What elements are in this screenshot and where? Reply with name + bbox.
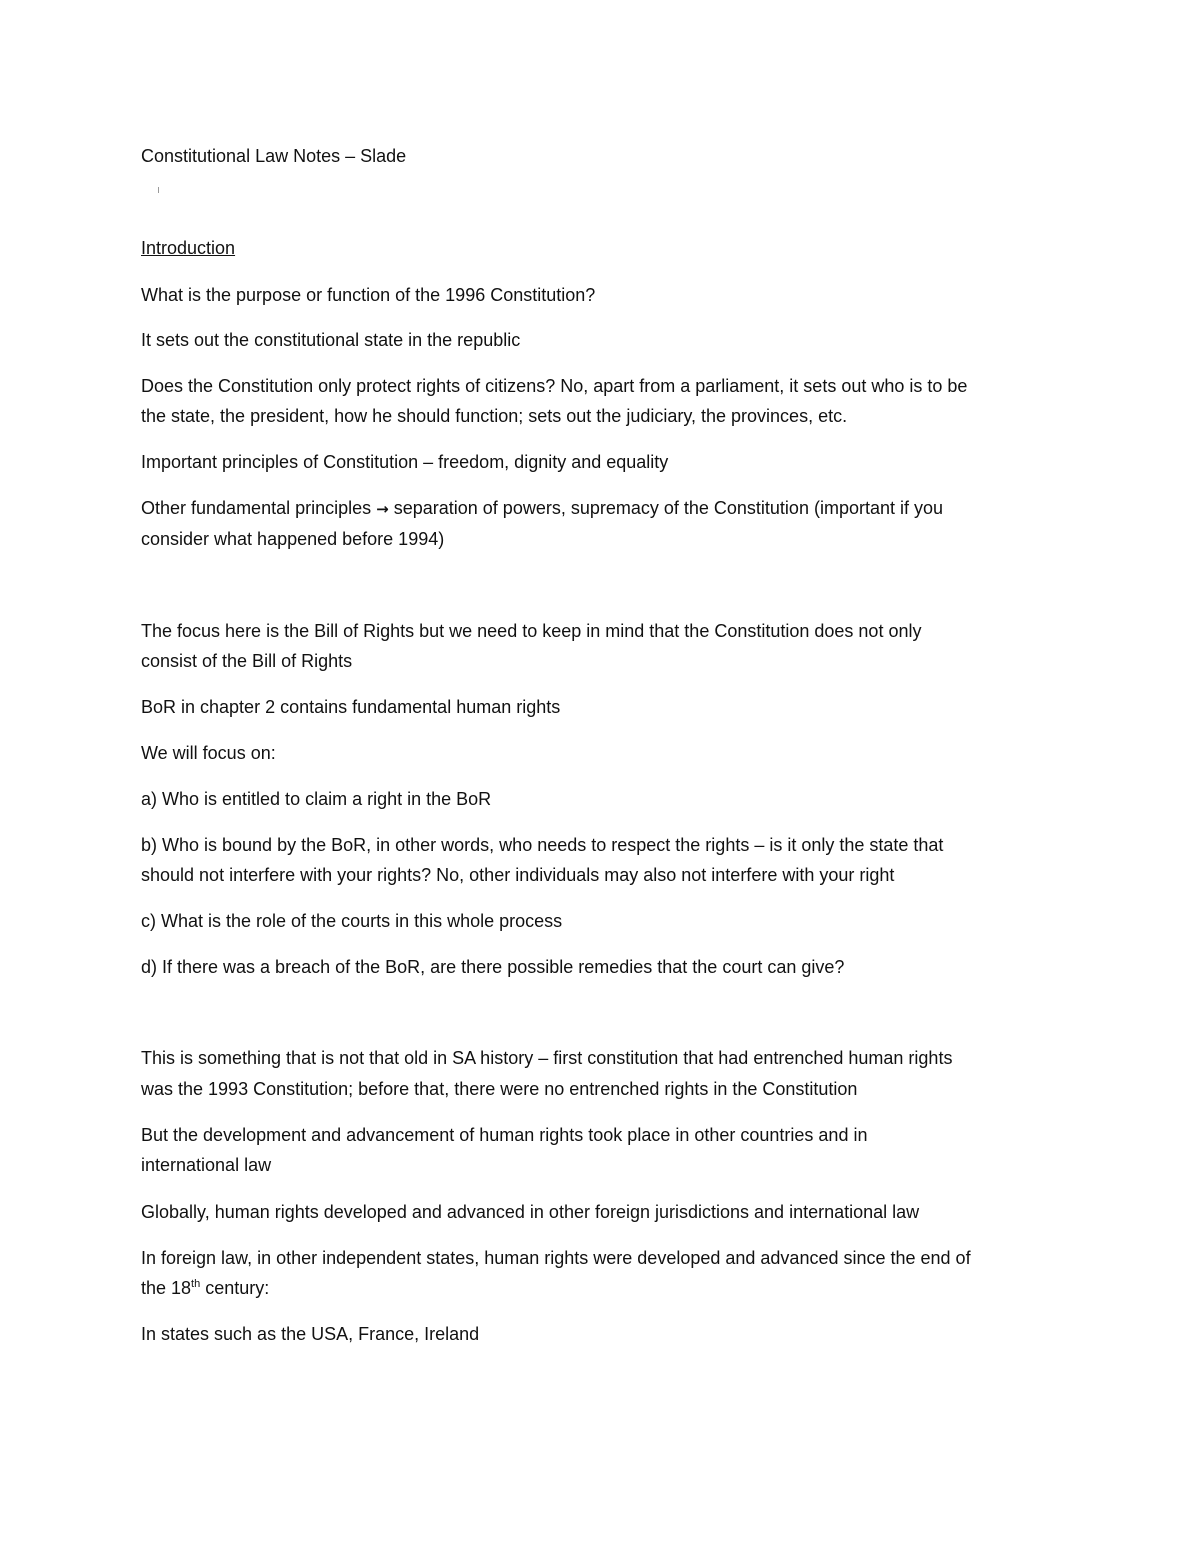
paragraph-line: The focus here is the Bill of Rights but we need to keep in mind that the Constitution does not only	[141, 621, 922, 641]
paragraph-line	[141, 497, 943, 520]
list-item: a) Who is entitled to claim a right in the BoR	[141, 789, 492, 809]
paragraph-segment: the 18	[141, 1278, 192, 1298]
paragraph-segment: Other fundamental principles	[141, 498, 372, 518]
paragraph-line: international law	[141, 1155, 272, 1175]
paragraph: What is the purpose or function of the 1996 Constitution?	[141, 285, 596, 305]
paragraph-line: the state, the president, how he should function; sets out the judiciary, the provinces, etc.	[141, 406, 848, 426]
paragraph-line: consider what happened before 1994)	[141, 529, 445, 549]
list-item-line: b) Who is bound by the BoR, in other words, who needs to respect the rights – is it only the state that	[141, 835, 944, 855]
list-item: c) What is the role of the courts in this whole process	[141, 911, 563, 931]
cursor-mark	[158, 187, 159, 193]
paragraph-line: Does the Constitution only protect rights of citizens? No, apart from a parliament, it sets out who is to be	[141, 376, 968, 396]
paragraph-line: consist of the Bill of Rights	[141, 651, 353, 671]
paragraph-segment: century:	[200, 1278, 270, 1298]
paragraph-line: was the 1993 Constitution; before that, there were no entrenched rights in the Constitution	[141, 1079, 858, 1099]
paragraph: Important principles of Constitution – freedom, dignity and equality	[141, 452, 669, 472]
paragraph: We will focus on:	[141, 743, 276, 763]
paragraph: BoR in chapter 2 contains fundamental human rights	[141, 697, 561, 717]
paragraph: In states such as the USA, France, Ireland	[141, 1324, 480, 1344]
paragraph: It sets out the constitutional state in the republic	[141, 330, 521, 350]
list-item: d) If there was a breach of the BoR, are there possible remedies that the court can give?	[141, 957, 845, 977]
paragraph-line: But the development and advancement of human rights took place in other countries and in	[141, 1125, 868, 1145]
paragraph-line: In foreign law, in other independent states, human rights were developed and advanced since the end of	[141, 1248, 971, 1268]
paragraph-line	[141, 1277, 269, 1299]
document-title: Constitutional Law Notes – Slade	[141, 146, 407, 166]
paragraph-line: This is something that is not that old in SA history – first constitution that had entrenched human rights	[141, 1048, 953, 1068]
list-item-line: should not interfere with your rights? No, other individuals may also not interfere with your right	[141, 865, 895, 885]
paragraph-segment: separation of powers, supremacy of the Constitution (important if you	[393, 498, 944, 518]
superscript: th	[191, 1278, 201, 1290]
section-heading: Introduction	[141, 238, 236, 258]
paragraph: Globally, human rights developed and advanced in other foreign jurisdictions and international law	[141, 1202, 920, 1222]
right-arrow-icon: →	[376, 500, 389, 518]
